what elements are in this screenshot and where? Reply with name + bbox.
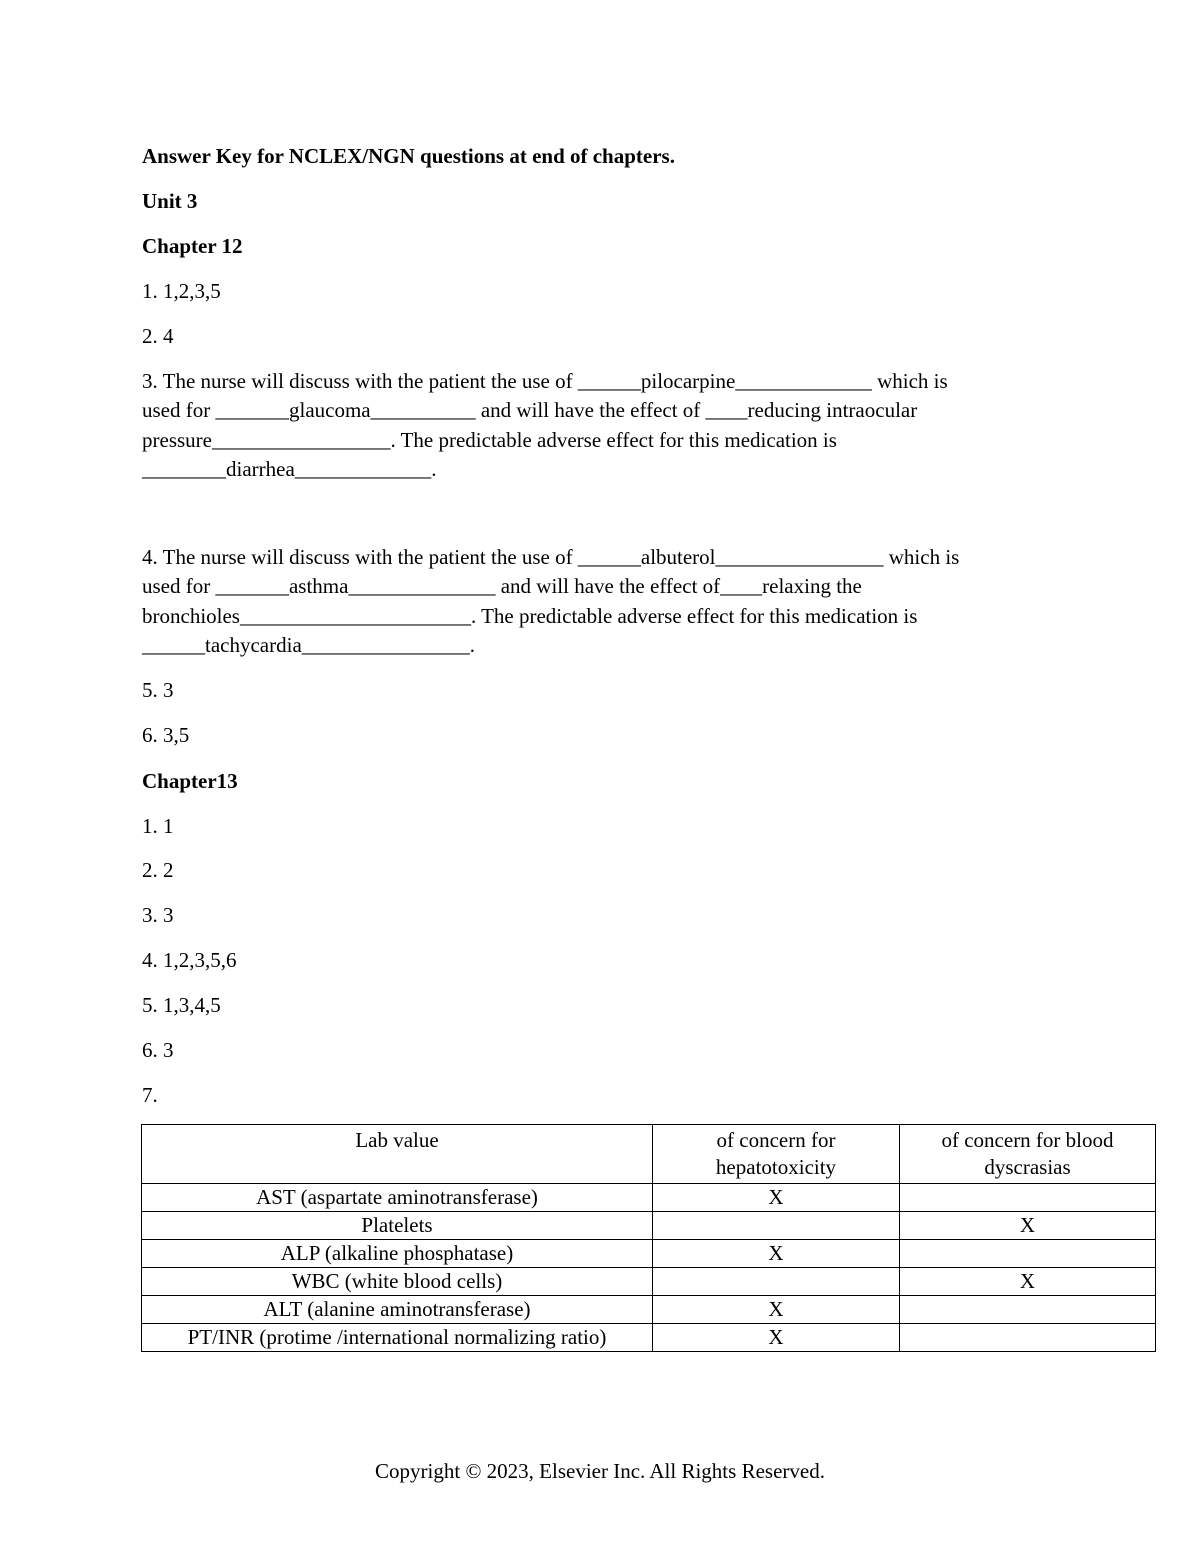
lab-name-cell: WBC (white blood cells): [142, 1268, 653, 1296]
lab-name-cell: AST (aspartate aminotransferase): [142, 1184, 653, 1212]
ch12-question-3: [142, 367, 1142, 484]
ch13-answer-1: 1. 1: [142, 814, 174, 838]
lab-name-cell: ALP (alkaline phosphatase): [142, 1240, 653, 1268]
lab-name-cell: PT/INR (protime /international normalizing ratio): [142, 1324, 653, 1352]
ch12-answer-5: 5. 3: [142, 678, 174, 702]
ch12-answer-6: 6. 3,5: [142, 723, 190, 747]
hepatotoxicity-cell: [653, 1212, 900, 1240]
lab-name-cell: ALT (alanine aminotransferase): [142, 1296, 653, 1324]
q3-line: pressure_________________. The predictable adverse effect for this medication is: [142, 427, 837, 452]
dyscrasias-cell: [900, 1296, 1156, 1324]
ch12-answer-1: 1. 1,2,3,5: [142, 279, 221, 303]
unit-heading: Unit 3: [142, 189, 198, 213]
dyscrasias-cell: X: [900, 1268, 1156, 1296]
dyscrasias-cell: [900, 1240, 1156, 1268]
q3-line: used for _______glaucoma__________ and will have the effect of ____reducing intraocular: [142, 398, 918, 423]
dyscrasias-cell: [900, 1184, 1156, 1212]
q4-line: ______tachycardia________________.: [142, 632, 476, 657]
header-lab-value: Lab value: [142, 1125, 653, 1184]
header-blood-dyscrasias: of concern for blood dyscrasias: [900, 1125, 1156, 1184]
dyscrasias-cell: [900, 1324, 1156, 1352]
table-row: [142, 1268, 1156, 1296]
q4-line: bronchioles______________________. The predictable adverse effect for this medication is: [142, 603, 918, 628]
ch12-question-4: [142, 543, 1142, 660]
ch13-answer-2: 2. 2: [142, 858, 174, 882]
ch12-answer-2: 2. 4: [142, 324, 174, 348]
table-row: [142, 1240, 1156, 1268]
hepatotoxicity-cell: X: [653, 1184, 900, 1212]
table-row: [142, 1296, 1156, 1324]
q3-line: ________diarrhea_____________.: [142, 456, 437, 481]
ch13-answer-6: 6. 3: [142, 1038, 174, 1062]
q3-line: 3. The nurse will discuss with the patient the use of ______pilocarpine_____________ which is: [142, 369, 948, 393]
dyscrasias-cell: X: [900, 1212, 1156, 1240]
ch13-answer-5: 5. 1,3,4,5: [142, 993, 221, 1017]
hepatotoxicity-cell: X: [653, 1324, 900, 1352]
q4-line: 4. The nurse will discuss with the patient the use of ______albuterol________________ which is: [142, 545, 960, 569]
chapter-13-heading: Chapter13: [142, 769, 238, 793]
header-hepatotoxicity: of concern for hepatotoxicity: [653, 1125, 900, 1184]
lab-value-table: [141, 1124, 1156, 1352]
ch13-answer-4: 4. 1,2,3,5,6: [142, 948, 237, 972]
chapter-12-heading: Chapter 12: [142, 234, 243, 258]
table-row: [142, 1324, 1156, 1352]
hepatotoxicity-cell: X: [653, 1296, 900, 1324]
q4-line: used for _______asthma______________ and will have the effect of____relaxing the: [142, 574, 862, 599]
ch13-answer-3: 3. 3: [142, 903, 174, 927]
hepatotoxicity-cell: X: [653, 1240, 900, 1268]
table-header-row: [142, 1125, 1156, 1184]
ch13-answer-7: 7.: [142, 1083, 158, 1107]
lab-name-cell: Platelets: [142, 1212, 653, 1240]
copyright-footer: Copyright © 2023, Elsevier Inc. All Rights Reserved.: [375, 1459, 825, 1483]
hepatotoxicity-cell: [653, 1268, 900, 1296]
table-row: [142, 1212, 1156, 1240]
page-title: Answer Key for NCLEX/NGN questions at end of chapters.: [142, 144, 675, 168]
table-row: [142, 1184, 1156, 1212]
